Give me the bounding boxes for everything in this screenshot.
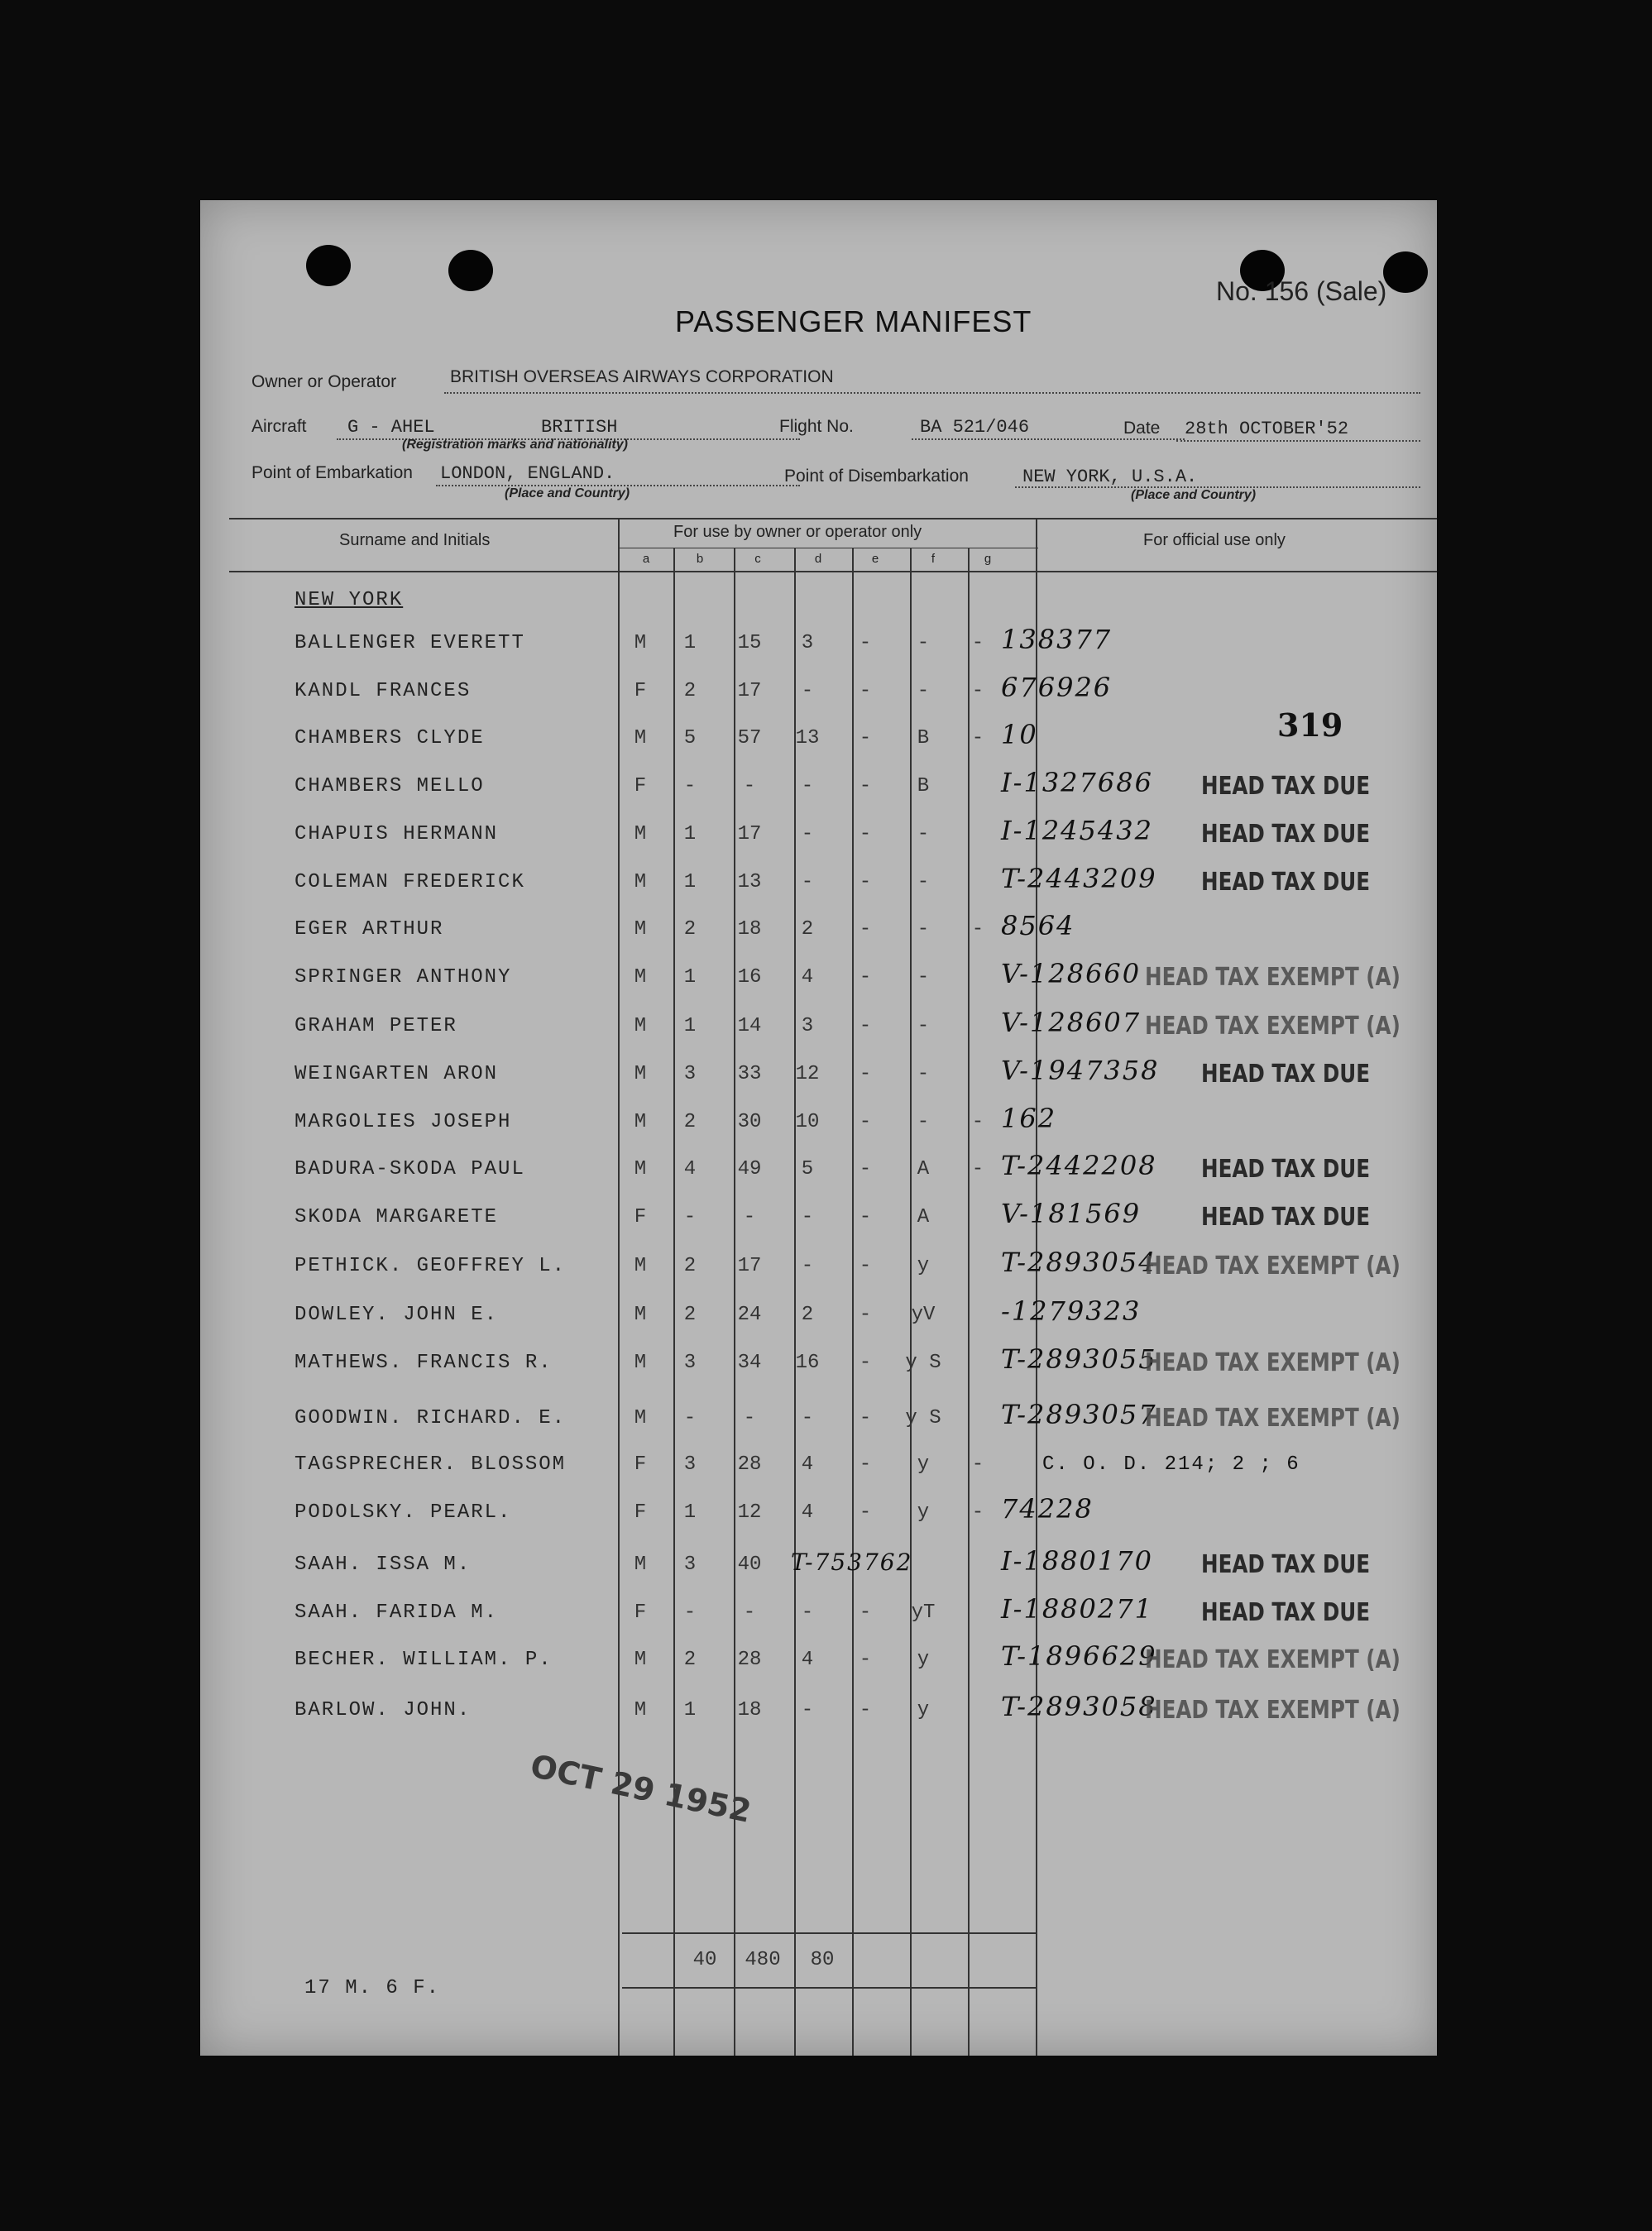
cell-d: - bbox=[801, 1206, 814, 1228]
cell-d: 2 bbox=[801, 918, 814, 941]
head-tax-due-stamp: HEAD TAX DUE bbox=[1201, 868, 1371, 897]
cell-e: - bbox=[859, 1407, 872, 1429]
cell-b: 1 bbox=[683, 966, 697, 989]
official-entry: V-128660 bbox=[1001, 958, 1142, 989]
passenger-name: BADURA-SKODA PAUL bbox=[294, 1158, 525, 1180]
cell-c: 17 bbox=[737, 680, 762, 702]
official-entry: I-1880170 bbox=[1001, 1545, 1153, 1577]
cell-c: 57 bbox=[737, 727, 762, 749]
cell-b: 1 bbox=[683, 871, 697, 893]
cell-a: M bbox=[634, 823, 647, 845]
cell-f: y bbox=[917, 1699, 930, 1721]
cell-e: - bbox=[859, 1601, 872, 1624]
cell-e: - bbox=[859, 1063, 872, 1085]
official-entry: 74228 bbox=[1001, 1493, 1094, 1525]
cell-d: T-753762 bbox=[791, 1549, 913, 1576]
page-title: PASSENGER MANIFEST bbox=[675, 304, 1032, 338]
manifest-sheet bbox=[200, 200, 1437, 2056]
cell-f: - bbox=[917, 823, 930, 845]
passenger-name: MATHEWS. FRANCIS R. bbox=[294, 1352, 553, 1374]
cell-e: - bbox=[859, 1453, 872, 1476]
cell-b: 1 bbox=[683, 1699, 697, 1721]
official-entry: I-1327686 bbox=[1001, 767, 1153, 798]
cell-e: - bbox=[859, 632, 872, 654]
page-number: 319 bbox=[1277, 706, 1343, 744]
official-entry: C. O. D. 214; 2 ; 6 bbox=[1042, 1453, 1300, 1476]
aircraft-nationality: BRITISH bbox=[541, 417, 618, 438]
cell-a: M bbox=[634, 1699, 647, 1721]
passenger-name: TAGSPRECHER. BLOSSOM bbox=[294, 1453, 567, 1476]
disembark-value: NEW YORK, U.S.A. bbox=[1022, 467, 1198, 487]
cell-d: - bbox=[801, 1699, 814, 1721]
cell-e: - bbox=[859, 1158, 872, 1180]
cell-e: - bbox=[859, 727, 872, 749]
col-letter-e: e bbox=[871, 552, 879, 566]
surname-header: Surname and Initials bbox=[339, 531, 491, 549]
cell-d: - bbox=[801, 1601, 814, 1624]
cell-d: 4 bbox=[801, 1453, 814, 1476]
official-entry: I-1880271 bbox=[1001, 1593, 1153, 1625]
passenger-name: SPRINGER ANTHONY bbox=[294, 966, 512, 989]
owner-value: BRITISH OVERSEAS AIRWAYS CORPORATION bbox=[450, 367, 834, 386]
official-entry: V-128607 bbox=[1001, 1007, 1142, 1038]
punch-hole bbox=[306, 245, 351, 286]
cell-g: - bbox=[971, 680, 984, 702]
embark-label: Point of Embarkation bbox=[251, 463, 413, 482]
col-letter-a: a bbox=[642, 552, 650, 566]
cell-a: M bbox=[634, 1255, 647, 1277]
total-c: 480 bbox=[745, 1949, 781, 1971]
cell-d: 13 bbox=[795, 727, 820, 749]
cell-a: M bbox=[634, 1015, 647, 1037]
cell-a: F bbox=[634, 775, 647, 797]
passenger-name: BARLOW. JOHN. bbox=[294, 1699, 472, 1721]
total-b: 40 bbox=[692, 1949, 717, 1971]
head-tax-exempt-stamp: HEAD TAX EXEMPT (A) bbox=[1145, 1012, 1401, 1041]
cell-b: 3 bbox=[683, 1554, 697, 1576]
official-entry: 8564 bbox=[1001, 910, 1075, 941]
official-entry: T-2893054 bbox=[1001, 1247, 1157, 1278]
passenger-name: KANDL FRANCES bbox=[294, 680, 472, 702]
cell-f: - bbox=[917, 680, 930, 702]
cell-c: 17 bbox=[737, 823, 762, 845]
cell-g: - bbox=[971, 632, 984, 654]
cell-a: M bbox=[634, 727, 647, 749]
section-heading: NEW YORK bbox=[294, 589, 404, 611]
cell-c: - bbox=[743, 775, 756, 797]
cell-e: - bbox=[859, 1352, 872, 1374]
cell-e: - bbox=[859, 1649, 872, 1671]
cell-a: F bbox=[634, 1206, 647, 1228]
cell-f: y S bbox=[905, 1407, 941, 1429]
cell-c: - bbox=[743, 1601, 756, 1624]
official-entry: T-2893058 bbox=[1001, 1691, 1157, 1722]
cell-c: - bbox=[743, 1206, 756, 1228]
cell-d: 4 bbox=[801, 1649, 814, 1671]
punch-hole bbox=[448, 250, 493, 291]
cell-d: - bbox=[801, 775, 814, 797]
cell-b: 1 bbox=[683, 823, 697, 845]
cell-a: F bbox=[634, 1453, 647, 1476]
cell-e: - bbox=[859, 966, 872, 989]
cell-a: F bbox=[634, 1601, 647, 1624]
cell-d: 3 bbox=[801, 1015, 814, 1037]
cell-c: 33 bbox=[737, 1063, 762, 1085]
cell-b: 2 bbox=[683, 918, 697, 941]
cell-e: - bbox=[859, 918, 872, 941]
cell-c: 12 bbox=[737, 1501, 762, 1524]
cell-f: y bbox=[917, 1501, 930, 1524]
cell-b: 2 bbox=[683, 1111, 697, 1133]
cell-a: M bbox=[634, 966, 647, 989]
cell-c: 18 bbox=[737, 918, 762, 941]
cell-d: 5 bbox=[801, 1158, 814, 1180]
cell-d: - bbox=[801, 680, 814, 702]
passenger-name: CHAMBERS CLYDE bbox=[294, 727, 485, 749]
embark-note: (Place and Country) bbox=[505, 486, 630, 500]
cell-c: 30 bbox=[737, 1111, 762, 1133]
cell-f: A bbox=[917, 1158, 930, 1180]
cell-b: 3 bbox=[683, 1453, 697, 1476]
disembark-label: Point of Disembarkation bbox=[784, 467, 969, 486]
passenger-name: DOWLEY. JOHN E. bbox=[294, 1304, 499, 1326]
cell-b: 2 bbox=[683, 680, 697, 702]
date-label: Date bbox=[1123, 419, 1161, 438]
cell-b: 2 bbox=[683, 1304, 697, 1326]
cell-g: - bbox=[971, 918, 984, 941]
official-entry: -1279323 bbox=[1001, 1295, 1142, 1327]
embark-value: LONDON, ENGLAND. bbox=[440, 463, 615, 484]
col-letter-b: b bbox=[696, 552, 704, 566]
cell-a: M bbox=[634, 1554, 647, 1576]
flight-label: Flight No. bbox=[779, 417, 854, 436]
cell-f: y bbox=[917, 1255, 930, 1277]
official-entry: V-181569 bbox=[1001, 1198, 1142, 1229]
cell-a: M bbox=[634, 1158, 647, 1180]
cell-b: 5 bbox=[683, 727, 697, 749]
cell-b: 1 bbox=[683, 1015, 697, 1037]
cell-b: 2 bbox=[683, 1649, 697, 1671]
passenger-name: PETHICK. GEOFFREY L. bbox=[294, 1255, 567, 1277]
cell-e: - bbox=[859, 1501, 872, 1524]
passenger-name: WEINGARTEN ARON bbox=[294, 1063, 499, 1085]
cell-f: - bbox=[917, 966, 930, 989]
cell-g: - bbox=[971, 727, 984, 749]
cell-g: - bbox=[971, 1158, 984, 1180]
cell-e: - bbox=[859, 1111, 872, 1133]
cell-f: - bbox=[917, 918, 930, 941]
aircraft-registration: G - AHEL bbox=[347, 417, 435, 438]
operator-header: For use by owner or operator only bbox=[673, 523, 922, 541]
cell-b: - bbox=[683, 1206, 697, 1228]
col-letter-f: f bbox=[931, 552, 936, 566]
cell-d: 4 bbox=[801, 1501, 814, 1524]
official-entry: 138377 bbox=[1001, 624, 1113, 655]
cell-c: 28 bbox=[737, 1649, 762, 1671]
cell-f: - bbox=[917, 1063, 930, 1085]
cell-b: 4 bbox=[683, 1158, 697, 1180]
cell-d: 2 bbox=[801, 1304, 814, 1326]
official-entry: T-2893057 bbox=[1001, 1399, 1157, 1430]
cell-f: y S bbox=[905, 1352, 941, 1374]
owner-label: Owner or Operator bbox=[251, 372, 397, 391]
cell-a: M bbox=[634, 871, 647, 893]
official-entry: I-1245432 bbox=[1001, 815, 1153, 846]
head-tax-exempt-stamp: HEAD TAX EXEMPT (A) bbox=[1145, 1404, 1401, 1433]
passenger-name: GRAHAM PETER bbox=[294, 1015, 457, 1037]
cell-a: M bbox=[634, 1304, 647, 1326]
official-entry: 676926 bbox=[1001, 672, 1113, 703]
cell-e: - bbox=[859, 1206, 872, 1228]
official-entry: 162 bbox=[1001, 1103, 1057, 1134]
passenger-name: SAAH. ISSA M. bbox=[294, 1554, 472, 1576]
cell-d: 12 bbox=[795, 1063, 820, 1085]
head-tax-exempt-stamp: HEAD TAX EXEMPT (A) bbox=[1145, 1252, 1401, 1281]
cell-d: 4 bbox=[801, 966, 814, 989]
flight-value: BA 521/046 bbox=[920, 417, 1030, 438]
passenger-name: PODOLSKY. PEARL. bbox=[294, 1501, 512, 1524]
passenger-name: BECHER. WILLIAM. P. bbox=[294, 1649, 553, 1671]
col-letter-c: c bbox=[754, 552, 761, 566]
cell-e: - bbox=[859, 823, 872, 845]
cell-a: M bbox=[634, 1407, 647, 1429]
cell-b: 3 bbox=[683, 1352, 697, 1374]
col-letter-g: g bbox=[984, 552, 992, 566]
cell-e: - bbox=[859, 775, 872, 797]
official-entry: T-2893055 bbox=[1001, 1343, 1157, 1375]
official-entry: T-2442208 bbox=[1001, 1150, 1157, 1181]
cell-a: M bbox=[634, 632, 647, 654]
disembark-note: (Place and Country) bbox=[1131, 488, 1257, 502]
head-tax-due-stamp: HEAD TAX DUE bbox=[1201, 1598, 1371, 1627]
cell-c: 13 bbox=[737, 871, 762, 893]
punch-hole bbox=[1383, 251, 1428, 293]
official-header: For official use only bbox=[1143, 531, 1286, 549]
cell-c: - bbox=[743, 1407, 756, 1429]
cell-f: yV bbox=[911, 1304, 936, 1326]
passenger-name: BALLENGER EVERETT bbox=[294, 632, 525, 654]
official-entry: 10 bbox=[1001, 719, 1038, 750]
passenger-name: SKODA MARGARETE bbox=[294, 1206, 499, 1228]
cell-c: 14 bbox=[737, 1015, 762, 1037]
cell-a: M bbox=[634, 1111, 647, 1133]
cell-c: 15 bbox=[737, 632, 762, 654]
cell-d: 10 bbox=[795, 1111, 820, 1133]
head-tax-due-stamp: HEAD TAX DUE bbox=[1201, 1060, 1371, 1089]
cell-g: - bbox=[971, 1453, 984, 1476]
head-tax-due-stamp: HEAD TAX DUE bbox=[1201, 772, 1371, 801]
cell-f: - bbox=[917, 1111, 930, 1133]
cell-e: - bbox=[859, 1699, 872, 1721]
cell-b: - bbox=[683, 1407, 697, 1429]
received-date-stamp: OCT 29 1952 bbox=[527, 1747, 754, 1830]
passenger-name: MARGOLIES JOSEPH bbox=[294, 1111, 512, 1133]
cell-a: M bbox=[634, 1063, 647, 1085]
official-entry: T-1896629 bbox=[1001, 1640, 1157, 1672]
cell-g: - bbox=[971, 1501, 984, 1524]
cell-e: - bbox=[859, 871, 872, 893]
cell-a: F bbox=[634, 680, 647, 702]
passenger-name: CHAMBERS MELLO bbox=[294, 775, 485, 797]
head-tax-due-stamp: HEAD TAX DUE bbox=[1201, 1155, 1371, 1184]
cell-f: y bbox=[917, 1453, 930, 1476]
cell-d: - bbox=[801, 871, 814, 893]
col-letter-d: d bbox=[814, 552, 822, 566]
cell-f: - bbox=[917, 1015, 930, 1037]
head-tax-due-stamp: HEAD TAX DUE bbox=[1201, 820, 1371, 849]
passenger-name: SAAH. FARIDA M. bbox=[294, 1601, 499, 1624]
cell-f: - bbox=[917, 871, 930, 893]
passenger-name: COLEMAN FREDERICK bbox=[294, 871, 525, 893]
cell-b: - bbox=[683, 775, 697, 797]
cell-b: 2 bbox=[683, 1255, 697, 1277]
cell-c: 28 bbox=[737, 1453, 762, 1476]
cell-e: - bbox=[859, 1015, 872, 1037]
cell-a: F bbox=[634, 1501, 647, 1524]
head-tax-exempt-stamp: HEAD TAX EXEMPT (A) bbox=[1145, 1348, 1401, 1377]
cell-c: 17 bbox=[737, 1255, 762, 1277]
date-value: 28th OCTOBER'52 bbox=[1185, 419, 1349, 439]
head-tax-exempt-stamp: HEAD TAX EXEMPT (A) bbox=[1145, 1696, 1401, 1725]
passenger-name: GOODWIN. RICHARD. E. bbox=[294, 1407, 567, 1429]
head-tax-exempt-stamp: HEAD TAX EXEMPT (A) bbox=[1145, 1645, 1401, 1674]
cell-e: - bbox=[859, 1255, 872, 1277]
cell-f: y bbox=[917, 1649, 930, 1671]
cell-f: B bbox=[917, 775, 930, 797]
head-tax-exempt-stamp: HEAD TAX EXEMPT (A) bbox=[1145, 963, 1401, 992]
cell-b: 1 bbox=[683, 1501, 697, 1524]
cell-c: 24 bbox=[737, 1304, 762, 1326]
cell-f: A bbox=[917, 1206, 930, 1228]
head-tax-due-stamp: HEAD TAX DUE bbox=[1201, 1203, 1371, 1232]
head-tax-due-stamp: HEAD TAX DUE bbox=[1201, 1550, 1371, 1579]
cell-c: 40 bbox=[737, 1554, 762, 1576]
official-entry: V-1947358 bbox=[1001, 1055, 1160, 1086]
passenger-name: EGER ARTHUR bbox=[294, 918, 444, 941]
cell-g: - bbox=[971, 1111, 984, 1133]
cell-c: 34 bbox=[737, 1352, 762, 1374]
cell-e: - bbox=[859, 680, 872, 702]
total-d: 80 bbox=[810, 1949, 835, 1971]
aircraft-label: Aircraft bbox=[251, 417, 307, 436]
passenger-name: CHAPUIS HERMANN bbox=[294, 823, 499, 845]
cell-b: 3 bbox=[683, 1063, 697, 1085]
cell-e: - bbox=[859, 1304, 872, 1326]
form-number: No. 156 (Sale) bbox=[1216, 276, 1387, 306]
official-entry: T-2443209 bbox=[1001, 863, 1157, 894]
cell-f: B bbox=[917, 727, 930, 749]
cell-b: - bbox=[683, 1601, 697, 1624]
cell-b: 1 bbox=[683, 632, 697, 654]
cell-a: M bbox=[634, 1352, 647, 1374]
cell-a: M bbox=[634, 918, 647, 941]
cell-a: M bbox=[634, 1649, 647, 1671]
cell-f: - bbox=[917, 632, 930, 654]
cell-d: 16 bbox=[795, 1352, 820, 1374]
cell-c: 49 bbox=[737, 1158, 762, 1180]
cell-d: 3 bbox=[801, 632, 814, 654]
cell-c: 16 bbox=[737, 966, 762, 989]
cell-c: 18 bbox=[737, 1699, 762, 1721]
aircraft-note: (Registration marks and nationality) bbox=[402, 438, 628, 452]
cell-d: - bbox=[801, 1407, 814, 1429]
cell-f: yT bbox=[911, 1601, 936, 1624]
cell-d: - bbox=[801, 823, 814, 845]
footer-note: 17 M. 6 F. bbox=[304, 1977, 441, 1999]
cell-d: - bbox=[801, 1255, 814, 1277]
